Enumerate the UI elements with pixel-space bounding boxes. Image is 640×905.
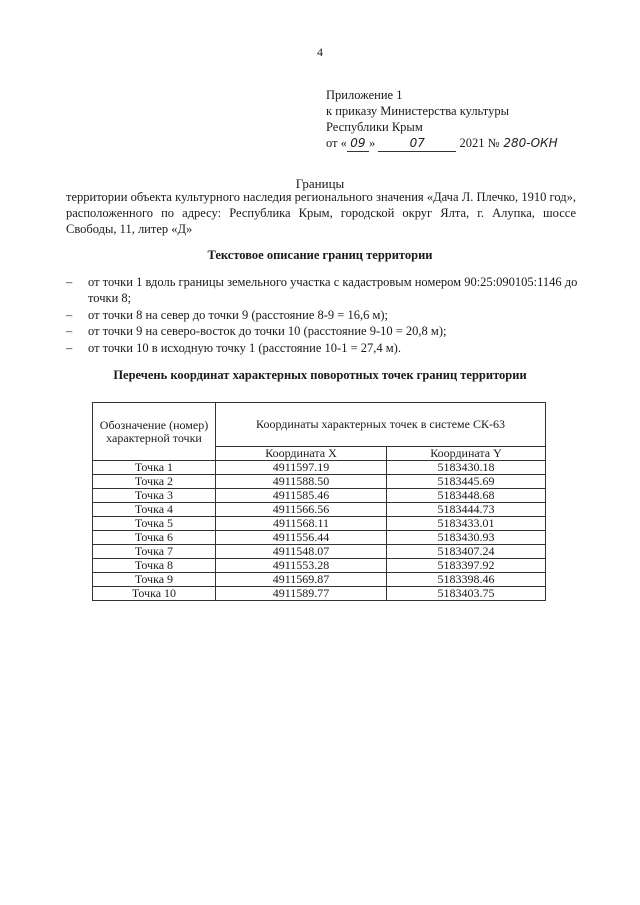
appendix-line-3: Республики Крым	[326, 120, 423, 134]
table-row: Точка 4 4911566.56 5183444.73	[93, 503, 546, 517]
table-row: Точка 6 4911556.44 5183430.93	[93, 531, 546, 545]
list-dash: –	[66, 275, 73, 289]
table-row: Точка 5 4911568.11 5183433.01	[93, 517, 546, 531]
list-item: – от точки 10 в исходную точку 1 (расстояние 10-1 = 27,4 м).	[66, 340, 401, 355]
object-description: территории объекта культурного наследия регионального значения «Дача Л. Плечко, 1910 год», расположенного по адресу: Республика Крым, городской округ Ялта, г. Алупка, шоссе Свободы, 11, литер «Д»	[66, 190, 576, 236]
boundary-description-list	[66, 274, 596, 356]
table-row: Точка 9 4911569.87 5183398.46	[93, 573, 546, 587]
list-item: – от точки 9 на северо-восток до точки 10 (расстояние 9-10 = 20,8 м);	[66, 324, 447, 339]
date-mid: »	[368, 136, 376, 150]
table-row: Точка 2 4911588.50 5183445.69	[93, 475, 546, 489]
handwritten-day: 09	[347, 135, 369, 152]
handwritten-month: 07	[378, 135, 456, 152]
point-column-header: Обозначение (номер) характерной точки	[93, 403, 216, 461]
table-row: Точка 10 4911589.77 5183403.75	[93, 587, 546, 601]
text-description-heading: Текстовое описание границ территории	[207, 248, 433, 262]
y-column-header: Координата Y	[387, 447, 546, 461]
date-year: 2021 №	[459, 136, 500, 150]
list-dash: –	[66, 340, 73, 355]
table-row: Точка 3 4911585.46 5183448.68	[93, 489, 546, 503]
appendix-block	[326, 87, 562, 152]
table-row: Точка 1 4911597.19 5183430.18	[93, 461, 546, 475]
list-dash: –	[66, 324, 73, 339]
appendix-line-2: к приказу Министерства культуры	[326, 104, 509, 118]
page-title: Границы	[295, 176, 345, 191]
table-row: Точка 7 4911548.07 5183407.24	[93, 545, 546, 559]
page-number: 4	[317, 45, 323, 59]
handwritten-order-number: 280-ОКН	[503, 136, 558, 150]
appendix-line-1: Приложение 1	[326, 88, 403, 102]
list-item: – от точки 8 на север до точки 9 (расстояние 8-9 = 16,6 м);	[66, 307, 388, 322]
table-row: Точка 8 4911553.28 5183397.92	[93, 559, 546, 573]
date-prefix: от «	[326, 136, 347, 150]
list-dash: –	[66, 307, 73, 322]
x-column-header: Координата X	[216, 447, 387, 461]
coordinate-system-header: Координаты характерных точек в системе СК-63	[216, 403, 546, 447]
list-item: – от точки 1 вдоль границы земельного участка с кадастровым номером 90:25:090105:1146 до точки 8;	[66, 275, 578, 306]
coordinates-heading: Перечень координат характерных поворотных точек границ территории	[113, 368, 527, 382]
coordinates-table	[92, 402, 546, 601]
appendix-date-line	[326, 135, 562, 152]
